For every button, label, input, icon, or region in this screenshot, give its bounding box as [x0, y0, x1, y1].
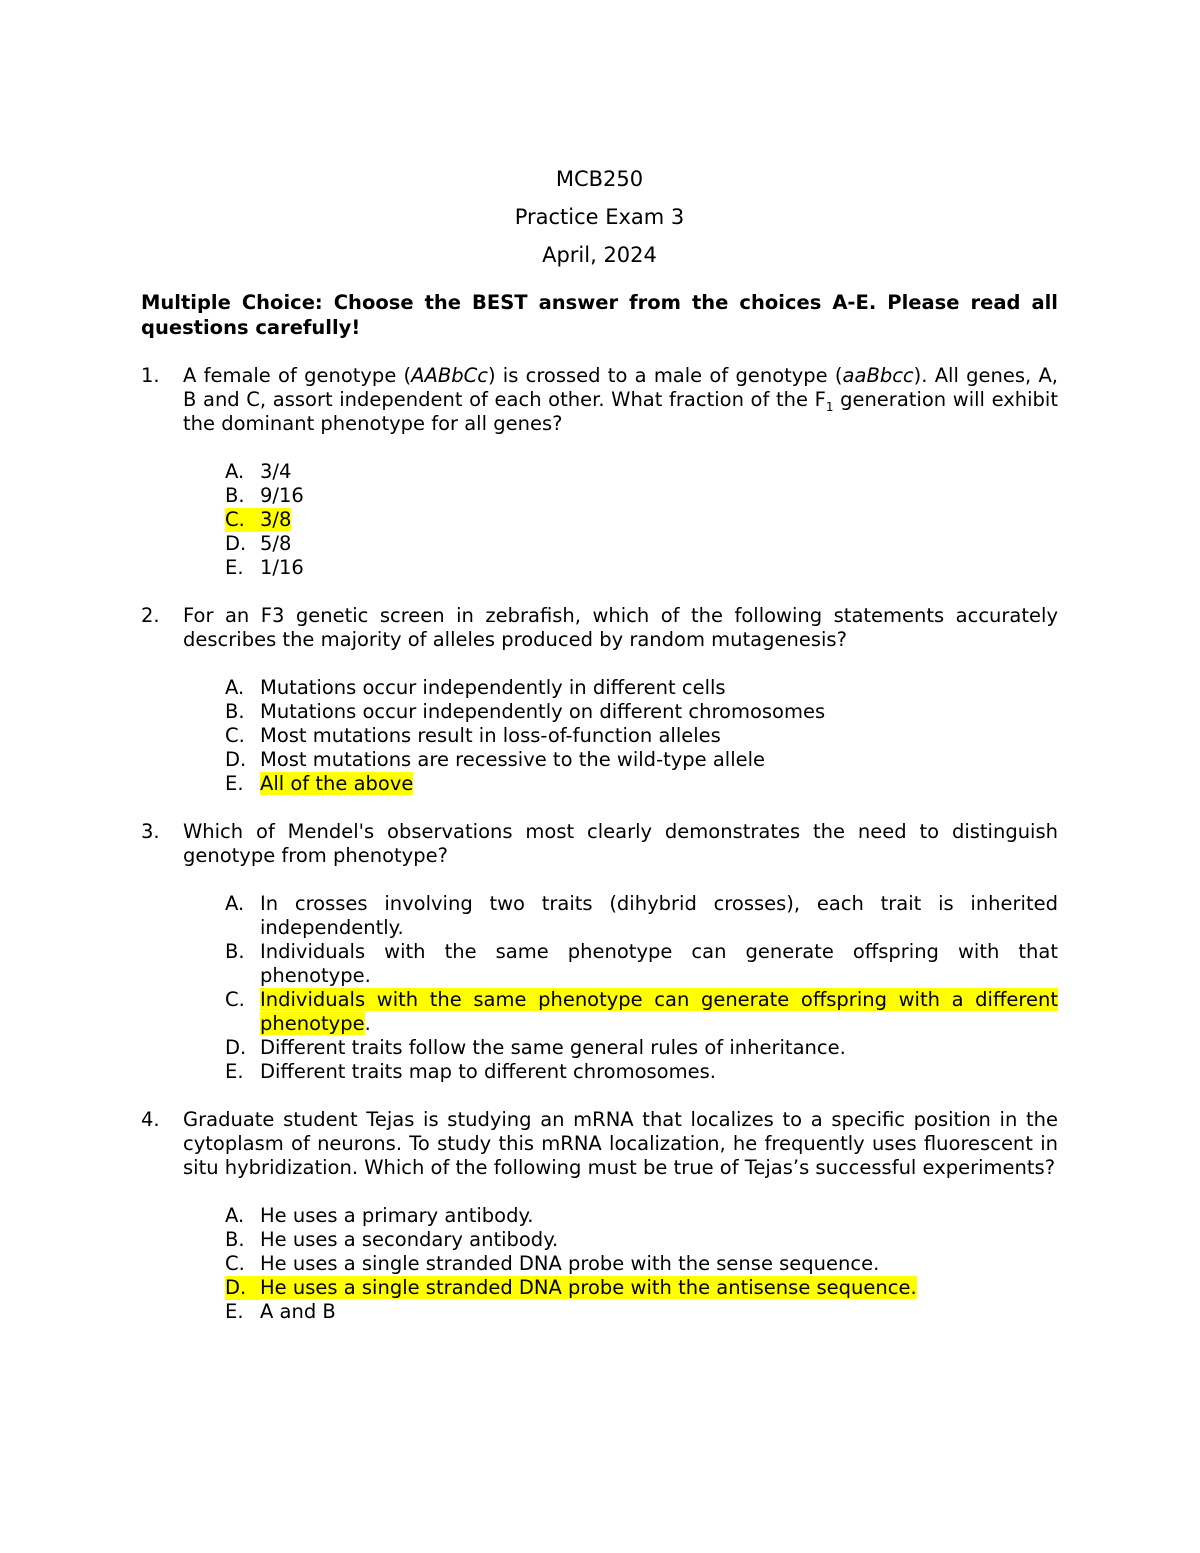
question-number: 3.	[141, 820, 160, 843]
choice-text: 3/8	[260, 508, 292, 531]
choice-letter: A.	[225, 676, 245, 699]
choice-c	[225, 1252, 1058, 1276]
subscript: 1	[825, 399, 834, 414]
choice-letter: E.	[225, 1300, 244, 1323]
choice-c-highlighted	[225, 988, 1058, 1036]
choice-text: Individuals with the same phenotype can generate offspring with a different phenotype	[260, 988, 1058, 1035]
choice-trailing-period: .	[364, 1012, 371, 1035]
choice-a	[225, 1204, 1058, 1228]
choice-c	[225, 724, 1058, 748]
choice-text: Different traits follow the same general rules of inheritance.	[260, 1036, 846, 1059]
choice-list	[183, 460, 1058, 580]
choice-text: Mutations occur independently on different chromosomes	[260, 700, 826, 723]
choice-text: Individuals with the same phenotype can generate offspring with that phenotype.	[260, 940, 1058, 987]
choice-letter: C.	[225, 988, 245, 1011]
choice-list	[183, 892, 1058, 1084]
choice-b	[225, 940, 1058, 988]
question-number: 4.	[141, 1108, 160, 1131]
choice-b	[225, 1228, 1058, 1252]
choice-letter: E.	[225, 556, 244, 579]
choice-e	[225, 1300, 1058, 1324]
choice-text: He uses a single stranded DNA probe with the sense sequence.	[260, 1252, 880, 1275]
choice-c-highlighted	[225, 508, 1058, 532]
question-text: For an F3 genetic screen in zebrafish, which of the following statements accurately describes the majority of alleles produced by random mutagenesis?	[183, 604, 1058, 651]
question-3	[141, 820, 1058, 1084]
choice-text: 5/8	[260, 532, 292, 555]
choice-letter: A.	[225, 460, 245, 483]
choice-list	[183, 676, 1058, 796]
answer-highlight	[225, 1276, 917, 1299]
course-title: MCB250	[555, 167, 644, 191]
exam-title: Practice Exam 3	[514, 205, 685, 229]
choice-d-highlighted	[225, 1276, 1058, 1300]
choice-d	[225, 1036, 1058, 1060]
choice-list	[183, 1204, 1058, 1324]
instructions: Multiple Choice: Choose the BEST answer from the choices A-E. Please read all questions carefully!	[141, 291, 1058, 339]
choice-b	[225, 700, 1058, 724]
choice-text: Mutations occur independently in different cells	[260, 676, 726, 699]
question-number: 2.	[141, 604, 160, 627]
choice-letter: D.	[225, 532, 247, 555]
choice-letter: E.	[225, 1060, 244, 1083]
female-genotype: AABbCc	[411, 364, 488, 387]
exam-page	[141, 160, 1058, 1324]
question-text: Which of Mendel's observations most clearly demonstrates the need to distinguish genotype from phenotype?	[183, 820, 1058, 867]
choice-letter: C.	[225, 1252, 245, 1275]
choice-letter: C.	[225, 508, 260, 532]
choice-letter: D.	[225, 748, 247, 771]
exam-date: April, 2024	[542, 243, 657, 267]
choice-e-highlighted	[225, 772, 1058, 796]
choice-text: 9/16	[260, 484, 304, 507]
question-1	[141, 364, 1058, 580]
choice-text: 1/16	[260, 556, 304, 579]
male-genotype: aaBbcc	[842, 364, 914, 387]
choice-a	[225, 460, 1058, 484]
question-number: 1.	[141, 364, 160, 387]
choice-d	[225, 748, 1058, 772]
choice-letter: A.	[225, 892, 245, 915]
choice-letter: B.	[225, 700, 245, 723]
answer-highlight	[225, 508, 292, 531]
choice-text: All of the above	[260, 772, 414, 795]
question-text: Graduate student Tejas is studying an mRNA that localizes to a specific position in the cytoplasm of neurons. To study this mRNA localization, he frequently uses fluorescent in situ hybridization. Which of the following must be true of Tejas’s successful experiments?	[183, 1108, 1058, 1179]
choice-letter: D.	[225, 1036, 247, 1059]
choice-d	[225, 532, 1058, 556]
choice-letter: B.	[225, 1228, 245, 1251]
choice-letter: D.	[225, 1276, 260, 1300]
choice-text: He uses a primary antibody.	[260, 1204, 534, 1227]
question-text: A female of genotype (AABbCc) is crossed to a male of genotype (aaBbcc). All genes, A, B and C, assort independent of each other. What fraction of the $F_1$ generation will exhibit the dominant phenotype for all genes?	[183, 364, 1058, 435]
choice-letter: C.	[225, 724, 245, 747]
choice-letter: A.	[225, 1204, 245, 1227]
choice-a	[225, 892, 1058, 940]
choice-letter: E.	[225, 772, 244, 795]
choice-text: He uses a secondary antibody.	[260, 1228, 559, 1251]
choice-b	[225, 484, 1058, 508]
choice-letter: B.	[225, 484, 245, 507]
choice-text: He uses a single stranded DNA probe with the antisense sequence.	[260, 1276, 917, 1299]
choice-text: Most mutations are recessive to the wild-type allele	[260, 748, 766, 771]
choice-letter: B.	[225, 940, 245, 963]
choice-e	[225, 556, 1058, 580]
choice-text: 3/4	[260, 460, 292, 483]
choice-text: Most mutations result in loss-of-function alleles	[260, 724, 721, 747]
choice-e	[225, 1060, 1058, 1084]
question-2	[141, 604, 1058, 796]
choice-text: In crosses involving two traits (dihybrid crosses), each trait is inherited independently.	[260, 892, 1058, 939]
question-4	[141, 1108, 1058, 1324]
choice-a	[225, 676, 1058, 700]
choice-text: Different traits map to different chromosomes.	[260, 1060, 716, 1083]
choice-text: A and B	[260, 1300, 336, 1323]
